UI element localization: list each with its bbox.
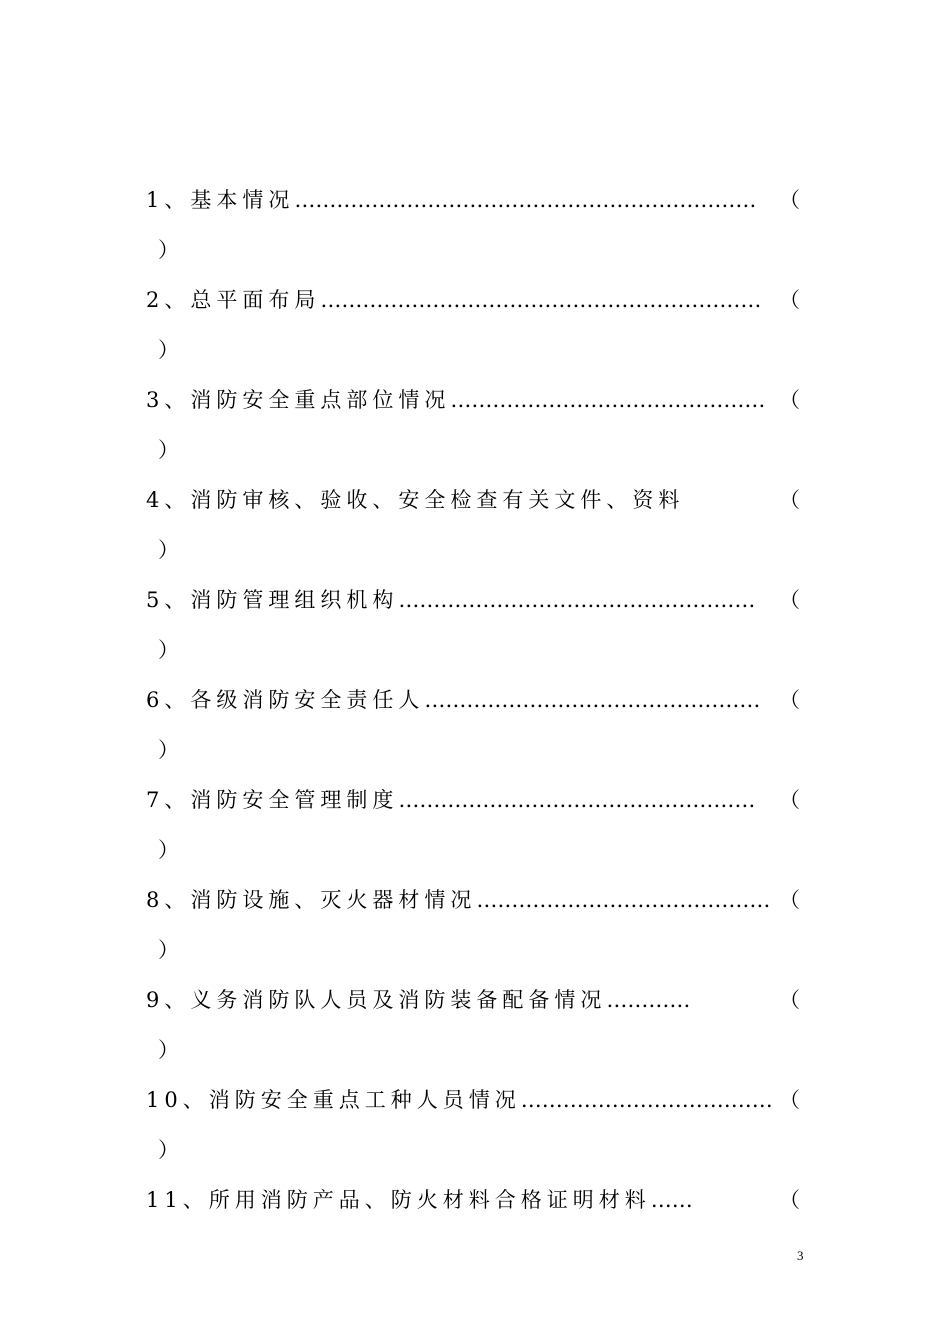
page-ref-open: （ — [779, 1188, 800, 1212]
entry-title: 总平面布局 — [190, 288, 321, 312]
page-ref-close: ） — [158, 1038, 179, 1062]
page-ref-open: （ — [779, 388, 800, 412]
toc-entry-7 — [146, 780, 806, 880]
page-ref-close: ） — [158, 438, 179, 462]
toc-entry-6 — [146, 680, 806, 780]
leader-dots: ……………………………………… — [450, 388, 766, 412]
toc-entry-4 — [146, 480, 806, 580]
leader-dots: ……………………………………………………… — [320, 288, 762, 312]
entry-number: 4、 — [146, 488, 191, 512]
leader-dots: ………………………………………… — [424, 688, 761, 712]
toc-entry-5 — [146, 580, 806, 680]
leader-dots: ………… — [606, 988, 691, 1012]
page-ref-open: （ — [779, 688, 800, 712]
leader-dots: …… — [650, 1188, 693, 1212]
entry-title: 消防安全重点部位情况 — [190, 388, 451, 412]
entry-number: 3、 — [146, 388, 191, 412]
page-ref-close: ） — [158, 638, 179, 662]
entry-number: 10、 — [146, 1088, 209, 1112]
entry-title: 消防安全管理制度 — [190, 788, 399, 812]
page-ref-open: （ — [779, 988, 800, 1012]
entry-number: 5、 — [146, 588, 191, 612]
leader-dots: ………………………………………………………… — [294, 188, 757, 212]
toc-entry-11 — [146, 1180, 806, 1280]
entry-number: 7、 — [146, 788, 191, 812]
page-ref-open: （ — [779, 188, 800, 212]
page-ref-open: （ — [779, 1088, 800, 1112]
page-ref-close: ） — [158, 338, 179, 362]
page-ref-close: ） — [158, 538, 179, 562]
page-number: 3 — [797, 1248, 804, 1263]
page-ref-open: （ — [779, 588, 800, 612]
entry-number: 1、 — [146, 188, 191, 212]
entry-title: 各级消防安全责任人 — [190, 688, 425, 712]
toc-entry-2 — [146, 280, 806, 380]
leader-dots: …………………………………………… — [398, 788, 756, 812]
page-ref-close: ） — [158, 838, 179, 862]
toc-entry-9 — [146, 980, 806, 1080]
entry-number: 9、 — [146, 988, 191, 1012]
page-ref-open: （ — [779, 488, 800, 512]
page-ref-close: ） — [158, 238, 179, 262]
table-of-contents — [146, 180, 806, 1280]
page-ref-close: ） — [158, 738, 179, 762]
entry-title: 消防设施、灭火器材情况 — [190, 888, 477, 912]
entry-title: 消防管理组织机构 — [190, 588, 399, 612]
entry-title: 消防安全重点工种人员情况 — [208, 1088, 521, 1112]
leader-dots: …………………………………………… — [398, 588, 756, 612]
leader-dots: ……………………………… — [520, 1088, 773, 1112]
entry-number: 8、 — [146, 888, 191, 912]
entry-title: 消防审核、验收、安全检查有关文件、资料 — [190, 488, 685, 512]
toc-entry-10 — [146, 1080, 806, 1180]
entry-title: 所用消防产品、防火材料合格证明材料 — [208, 1188, 651, 1212]
page-ref-close: ） — [158, 1138, 179, 1162]
entry-number: 11、 — [146, 1188, 209, 1212]
page-ref-close: ） — [158, 938, 179, 962]
entry-title: 义务消防队人员及消防装备配备情况 — [190, 988, 607, 1012]
page-ref-open: （ — [779, 288, 800, 312]
entry-number: 2、 — [146, 288, 191, 312]
leader-dots: …………………………………… — [476, 888, 771, 912]
page-ref-open: （ — [779, 788, 800, 812]
entry-title: 基本情况 — [190, 188, 295, 212]
page-ref-open: （ — [779, 888, 800, 912]
entry-number: 6、 — [146, 688, 191, 712]
toc-entry-3 — [146, 380, 806, 480]
toc-entry-8 — [146, 880, 806, 980]
toc-entry-1 — [146, 180, 806, 280]
